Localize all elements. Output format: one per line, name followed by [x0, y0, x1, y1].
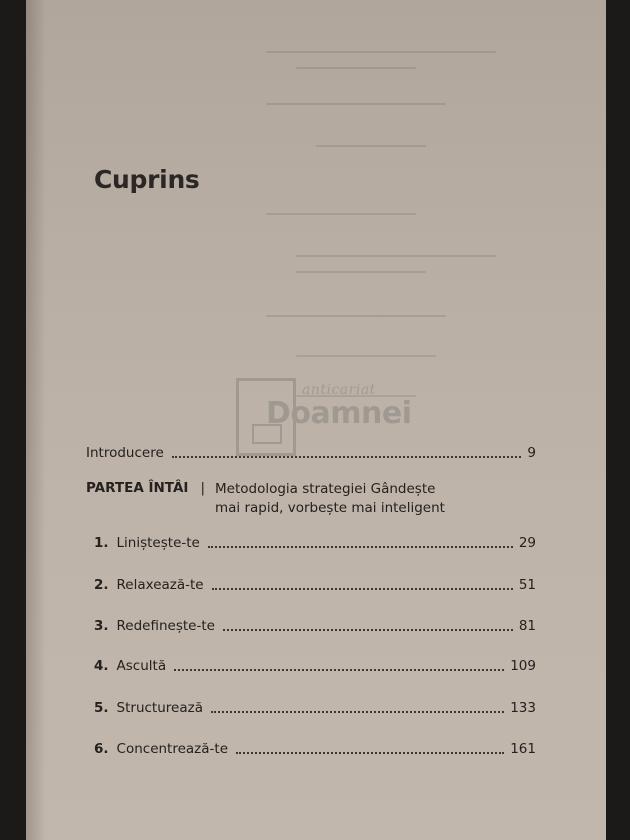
toc-page-number: 9 — [527, 445, 536, 461]
chapter-number: 1. — [94, 535, 109, 551]
toc-entry-label: Redefinește-te — [116, 618, 215, 634]
toc-entry-intro — [86, 445, 536, 461]
show-through-text — [256, 45, 586, 405]
watermark-top-text: anticariat — [302, 382, 376, 398]
leader-dots — [236, 751, 504, 754]
toc-page-number: 51 — [518, 577, 536, 593]
chapter-number: 6. — [94, 741, 109, 757]
toc-entry-chapter — [94, 618, 536, 634]
leader-dots — [174, 668, 504, 671]
leader-dots — [211, 710, 504, 713]
book-page — [26, 0, 606, 840]
leader-dots — [172, 455, 522, 458]
leader-dots — [208, 545, 513, 548]
part-heading — [86, 480, 516, 518]
part-label: PARTEA ÎNTÂI — [86, 480, 189, 496]
toc-entry-chapter — [94, 535, 536, 551]
toc-page-number: 133 — [510, 700, 536, 716]
leader-dots — [212, 587, 513, 590]
part-separator: | — [200, 480, 205, 496]
leader-dots — [223, 628, 513, 631]
watermark-main-text: Doamnei — [266, 396, 412, 431]
toc-entry-chapter — [94, 658, 536, 674]
toc-entry-chapter — [94, 700, 536, 716]
toc-page-number: 109 — [510, 658, 536, 674]
part-title: Metodologia strategiei Gândește mai rapid, vorbește mai inteligent — [215, 481, 445, 516]
toc-entry-label: Relaxează-te — [116, 577, 204, 593]
chapter-number: 5. — [94, 700, 109, 716]
chapter-number: 2. — [94, 577, 109, 593]
toc-entry-label: Liniștește-te — [116, 535, 200, 551]
toc-entry-label: Ascultă — [116, 658, 167, 674]
chapter-number: 4. — [94, 658, 109, 674]
toc-page-number: 29 — [518, 535, 536, 551]
toc-entry-chapter — [94, 741, 536, 757]
toc-entry-label: Introducere — [86, 445, 164, 461]
toc-entry-chapter — [94, 577, 536, 593]
page-title: Cuprins — [94, 165, 200, 194]
toc-entry-label: Concentrează-te — [116, 741, 229, 757]
toc-page-number: 161 — [510, 741, 536, 757]
chapter-number: 3. — [94, 618, 109, 634]
toc-entry-label: Structurează — [116, 700, 203, 716]
toc-page-number: 81 — [518, 618, 536, 634]
